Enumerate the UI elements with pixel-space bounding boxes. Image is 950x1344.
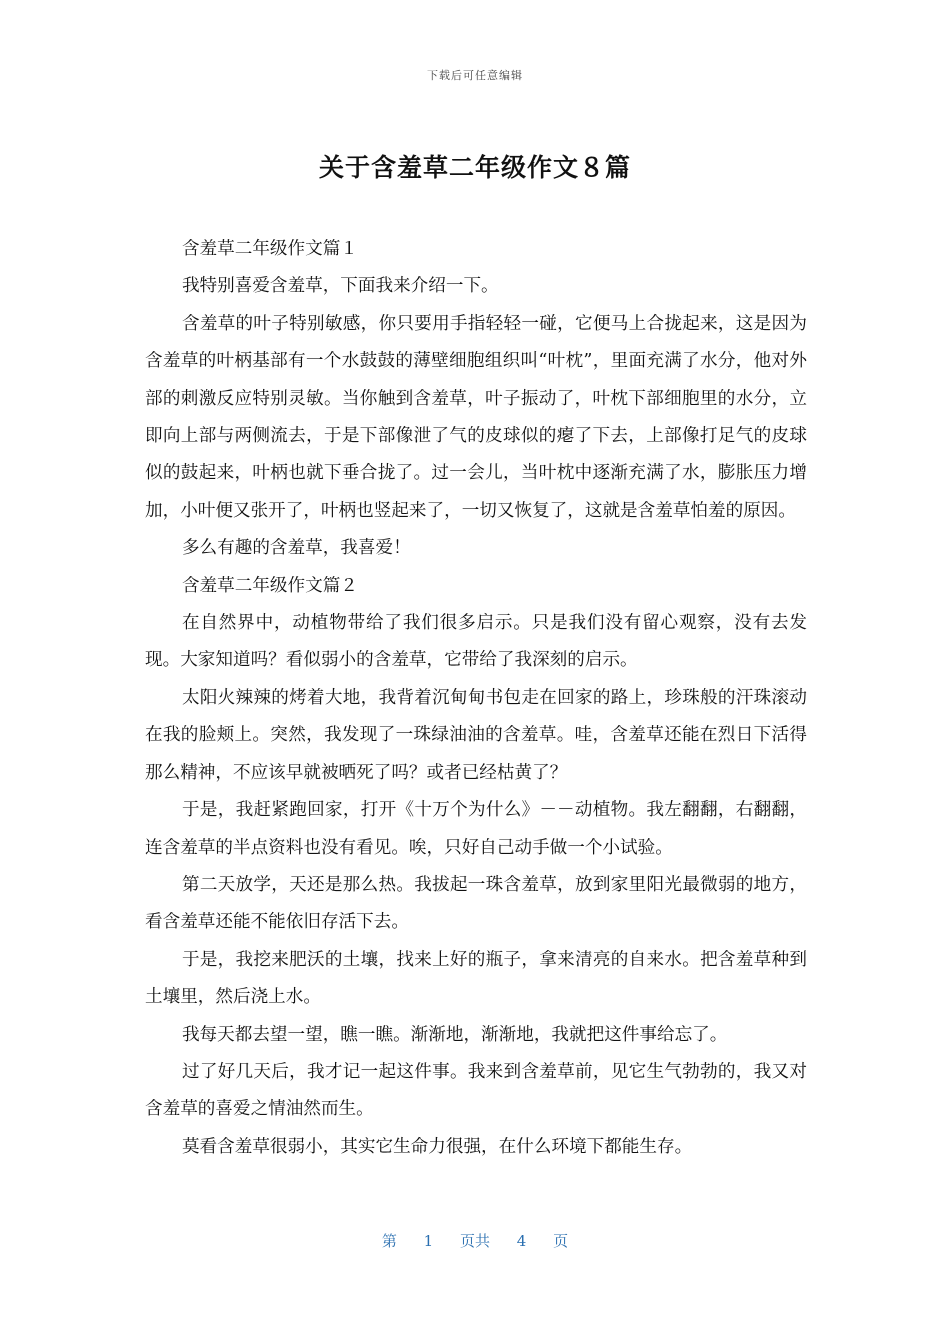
section-heading-2: 含羞草二年级作文篇２ [181,575,358,596]
document-title: 关于含羞草二年级作文８篇 [318,153,631,182]
total-pages: 4 [516,1232,527,1250]
paragraph: 多么有趣的含羞草，我喜爱！ [181,538,411,559]
paragraph: 含羞草的叶子特别敏感，你只要用手指轻轻一碰，它便马上合拢起来，这是因为含羞草的叶柄基部有一个水鼓鼓的薄壁细胞组织叫“叶枕”，里面充满了水分，他对外部的刺激反应特别灵敏。当你触到含羞草，叶子振动了，叶枕下部细胞里的水分，立即向上部与两侧流去，于是下部像泄了气的皮球似的瘪了下去，上部像打足气的皮球似的鼓起来，叶柄也就下垂合拢了。过一会儿，当叶枕中逐渐充满了水，膨胀压力增加，小叶便又张开了，叶柄也竖起来了，一切又恢复了，这就是含羞草怕羞的原因。 [145,313,807,521]
page-label-middle: 页共 [459,1232,490,1250]
header-note: 下载后可任意编辑 [427,69,523,82]
document-body [145,231,807,1166]
paragraph: 太阳火辣辣的烤着大地，我背着沉甸甸书包走在回家的路上，珍珠般的汗珠滚动在我的脸颊上。突然，我发现了一珠绿油油的含羞草。哇，含羞草还能在烈日下活得那么精神，不应该早就被晒死了吗？或者已经枯黄了？ [145,687,807,783]
paragraph: 莫看含羞草很弱小，其实它生命力很强，在什么环境下都能生存。 [181,1136,693,1157]
paragraph: 于是，我赶紧跑回家，打开《十万个为什么》－－动植物。我左翻翻，右翻翻，连含羞草的半点资料也没有看见。唉，只好自己动手做一个小试验。 [145,800,807,858]
page-number: 1 [423,1232,434,1250]
page-footer [0,1230,950,1251]
page-label-after: 页 [553,1232,569,1250]
page-label-before: 第 [381,1232,397,1250]
section-heading-1: 含羞草二年级作文篇１ [181,239,358,259]
paragraph: 我每天都去望一望，瞧一瞧。渐渐地，渐渐地，我就把这件事给忘了。 [181,1024,728,1045]
paragraph: 第二天放学，天还是那么热。我拔起一珠含羞草，放到家里阳光最微弱的地方，看含羞草还能不能依旧存活下去。 [145,874,807,933]
paragraph: 于是，我挖来肥沃的土壤，找来上好的瓶子，拿来清亮的自来水。把含羞草种到土壤里，然后浇上水。 [145,949,807,1008]
paragraph: 过了好几天后，我才记一起这件事。我来到含羞草前，见它生气勃勃的，我又对含羞草的喜爱之情油然而生。 [145,1061,807,1120]
paragraph: 在自然界中，动植物带给了我们很多启示。只是我们没有留心观察，没有去发现。大家知道吗？看似弱小的含羞草，它带给了我深刻的启示。 [145,613,807,671]
paragraph: 我特别喜爱含羞草，下面我来介绍一下。 [181,276,499,297]
